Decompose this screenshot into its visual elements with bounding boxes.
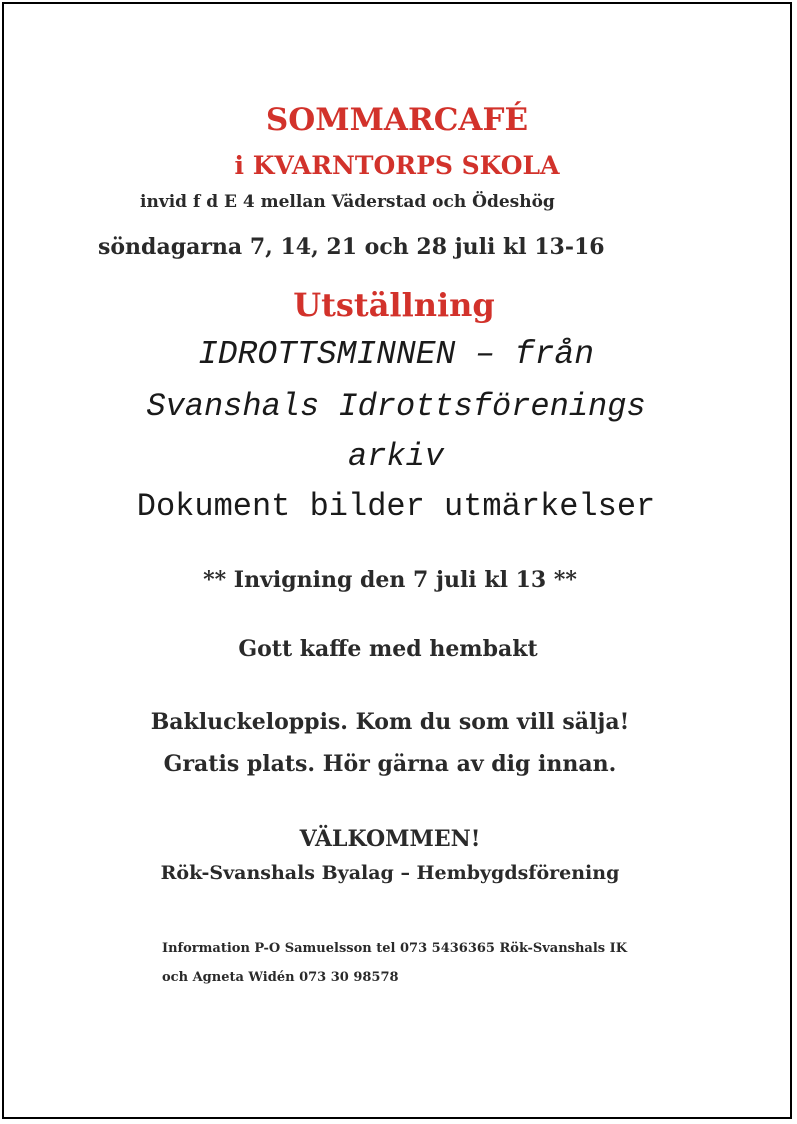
- poster-venue: i KVARNTORPS SKOLA: [234, 151, 560, 180]
- exhibition-line-3: arkiv: [347, 438, 444, 475]
- poster-title: SOMMARCAFÉ: [265, 102, 529, 138]
- opening-notice: ** Invigning den 7 juli kl 13 **: [203, 567, 577, 593]
- exhibition-items: Dokument bilder utmärkelser: [136, 488, 656, 525]
- poster-dates: söndagarna 7, 14, 21 och 28 juli kl 13-16: [98, 234, 605, 260]
- poster-page: [2, 2, 792, 1119]
- flea-market-line-2: Gratis plats. Hör gärna av dig innan.: [163, 751, 617, 777]
- welcome-heading: VÄLKOMMEN!: [299, 826, 481, 852]
- poster-location: invid f d E 4 mellan Väderstad och Ödeshög: [140, 192, 555, 212]
- flea-market-line-1: Bakluckeloppis. Kom du som vill sälja!: [150, 709, 630, 735]
- info-line-1: Information P-O Samuelsson tel 073 5436365 Rök-Svanshals IK: [162, 941, 628, 956]
- organizer-name: Rök-Svanshals Byalag – Hembygdsförening: [160, 862, 620, 884]
- info-line-2: och Agneta Widén 073 30 98578: [162, 970, 399, 985]
- exhibition-line-1: IDROTTSMINNEN – från: [197, 336, 595, 373]
- exhibition-line-2: Svanshals Idrottsförenings: [146, 388, 646, 425]
- coffee-notice: Gott kaffe med hembakt: [238, 636, 538, 662]
- exhibition-heading: Utställning: [293, 286, 495, 324]
